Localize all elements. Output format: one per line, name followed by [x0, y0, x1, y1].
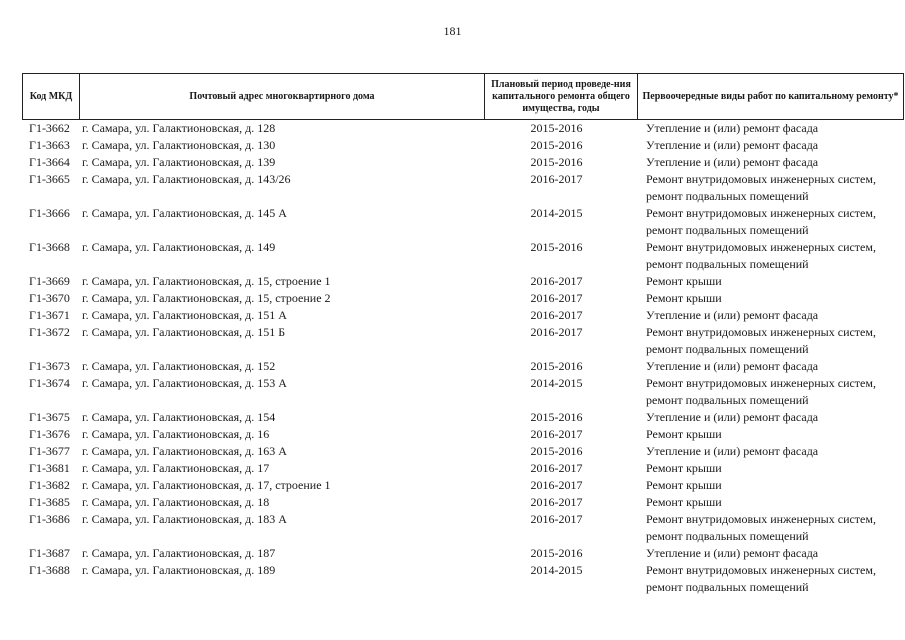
table-header: [22, 73, 904, 120]
cell-code: Г1-3686: [29, 512, 70, 526]
cell-address: г. Самара, ул. Галактионовская, д. 163 А: [82, 444, 287, 458]
cell-works-line: ремонт подвальных помещений: [646, 342, 809, 356]
cell-address: г. Самара, ул. Галактионовская, д. 17, строение 1: [82, 478, 331, 492]
cell-code: Г1-3681: [29, 461, 70, 475]
cell-period: 2015-2016: [530, 444, 583, 458]
cell-works-line: Ремонт внутридомовых инженерных систем,: [646, 512, 876, 526]
header-code: Код МКД: [23, 74, 80, 120]
table-row: [0, 290, 905, 307]
table-row: [0, 239, 905, 273]
table-row: [0, 324, 905, 358]
cell-code: Г1-3682: [29, 478, 70, 492]
cell-code: Г1-3676: [29, 427, 70, 441]
cell-code: Г1-3672: [29, 325, 70, 339]
table-row: [0, 137, 905, 154]
cell-code: Г1-3663: [29, 138, 70, 152]
cell-address: г. Самара, ул. Галактионовская, д. 153 А: [82, 376, 287, 390]
cell-period: 2016-2017: [530, 461, 583, 475]
table-row: [0, 171, 905, 205]
page-number: 181: [443, 24, 462, 38]
cell-works-line: Ремонт внутридомовых инженерных систем,: [646, 325, 876, 339]
cell-works: [646, 409, 901, 426]
cell-address: г. Самара, ул. Галактионовская, д. 16: [82, 427, 270, 441]
cell-code: Г1-3662: [29, 121, 70, 135]
cell-address: г. Самара, ул. Галактионовская, д. 17: [82, 461, 270, 475]
cell-works-line: ремонт подвальных помещений: [646, 393, 809, 407]
table-row: [0, 273, 905, 290]
cell-works-line: ремонт подвальных помещений: [646, 189, 809, 203]
cell-works: [646, 477, 901, 494]
cell-address: г. Самара, ул. Галактионовская, д. 15, строение 1: [82, 274, 331, 288]
cell-works-line: ремонт подвальных помещений: [646, 223, 809, 237]
table-row: [0, 409, 905, 426]
table-row: [0, 120, 905, 137]
cell-address: г. Самара, ул. Галактионовская, д. 189: [82, 563, 276, 577]
cell-period: 2016-2017: [530, 427, 583, 441]
table-row: [0, 545, 905, 562]
cell-works-line: Утепление и (или) ремонт фасада: [646, 359, 819, 373]
cell-period: 2016-2017: [530, 512, 583, 526]
cell-period: 2016-2017: [530, 478, 583, 492]
cell-works-line: Утепление и (или) ремонт фасада: [646, 308, 819, 322]
cell-period: 2016-2017: [530, 172, 583, 186]
cell-address: г. Самара, ул. Галактионовская, д. 152: [82, 359, 276, 373]
cell-works-line: Ремонт внутридомовых инженерных систем,: [646, 376, 876, 390]
cell-works: [646, 273, 901, 290]
cell-address: г. Самара, ул. Галактионовская, д. 143/26: [82, 172, 291, 186]
table-row: [0, 511, 905, 545]
cell-code: Г1-3670: [29, 291, 70, 305]
table-row: [0, 307, 905, 324]
table-row: [0, 443, 905, 460]
cell-works: [646, 137, 901, 154]
cell-address: г. Самара, ул. Галактионовская, д. 130: [82, 138, 276, 152]
cell-period: 2014-2015: [530, 206, 583, 220]
cell-code: Г1-3671: [29, 308, 70, 322]
table-row: [0, 375, 905, 409]
cell-works-line: Ремонт внутридомовых инженерных систем,: [646, 172, 876, 186]
cell-works-line: Утепление и (или) ремонт фасада: [646, 410, 819, 424]
cell-period: 2015-2016: [530, 240, 583, 254]
header-works: Первоочередные виды работ по капитальному ремонту*: [638, 74, 904, 120]
table-body: [0, 120, 905, 596]
cell-works-line: ремонт подвальных помещений: [646, 580, 809, 594]
cell-address: г. Самара, ул. Галактионовская, д. 15, строение 2: [82, 291, 331, 305]
cell-works-line: Утепление и (или) ремонт фасада: [646, 546, 819, 560]
cell-period: 2015-2016: [530, 155, 583, 169]
cell-address: г. Самара, ул. Галактионовская, д. 145 А: [82, 206, 287, 220]
cell-address: г. Самара, ул. Галактионовская, д. 151 Б: [82, 325, 286, 339]
table-row: [0, 154, 905, 171]
cell-works-line: Ремонт внутридомовых инженерных систем,: [646, 206, 876, 220]
cell-period: 2016-2017: [530, 325, 583, 339]
cell-period: 2014-2015: [530, 376, 583, 390]
cell-period: 2016-2017: [530, 274, 583, 288]
cell-address: г. Самара, ул. Галактионовская, д. 187: [82, 546, 276, 560]
cell-code: Г1-3666: [29, 206, 70, 220]
cell-works: [646, 154, 901, 171]
cell-works: [646, 324, 901, 358]
cell-works: [646, 443, 901, 460]
header-period: Плановый период проведе-ния капитального ремонта общего имущества, годы: [485, 74, 638, 120]
table-row: [0, 562, 905, 596]
table-row: [0, 460, 905, 477]
table-row: [0, 477, 905, 494]
table-row: [0, 494, 905, 511]
cell-code: Г1-3673: [29, 359, 70, 373]
cell-code: Г1-3677: [29, 444, 70, 458]
cell-works-line: Ремонт крыши: [646, 274, 722, 288]
cell-works-line: ремонт подвальных помещений: [646, 529, 809, 543]
cell-works-line: Ремонт крыши: [646, 291, 722, 305]
cell-works-line: Ремонт внутридомовых инженерных систем,: [646, 240, 876, 254]
cell-works: [646, 562, 901, 596]
cell-works: [646, 375, 901, 409]
cell-code: Г1-3674: [29, 376, 70, 390]
cell-works-line: ремонт подвальных помещений: [646, 257, 809, 271]
cell-works: [646, 511, 901, 545]
cell-works-line: Ремонт крыши: [646, 478, 722, 492]
cell-works: [646, 290, 901, 307]
cell-works: [646, 239, 901, 273]
cell-works: [646, 120, 901, 137]
cell-works: [646, 205, 901, 239]
cell-period: 2015-2016: [530, 359, 583, 373]
cell-works: [646, 494, 901, 511]
cell-works-line: Ремонт внутридомовых инженерных систем,: [646, 563, 876, 577]
cell-address: г. Самара, ул. Галактионовская, д. 128: [82, 121, 276, 135]
cell-period: 2015-2016: [530, 121, 583, 135]
cell-address: г. Самара, ул. Галактионовская, д. 149: [82, 240, 276, 254]
cell-period: 2016-2017: [530, 291, 583, 305]
cell-period: 2015-2016: [530, 410, 583, 424]
cell-period: 2016-2017: [530, 308, 583, 322]
cell-works: [646, 171, 901, 205]
cell-address: г. Самара, ул. Галактионовская, д. 151 А: [82, 308, 287, 322]
cell-code: Г1-3685: [29, 495, 70, 509]
cell-works-line: Ремонт крыши: [646, 461, 722, 475]
cell-works-line: Утепление и (или) ремонт фасада: [646, 155, 819, 169]
cell-works-line: Утепление и (или) ремонт фасада: [646, 138, 819, 152]
cell-code: Г1-3664: [29, 155, 70, 169]
cell-code: Г1-3675: [29, 410, 70, 424]
cell-works-line: Утепление и (или) ремонт фасада: [646, 121, 819, 135]
cell-works: [646, 426, 901, 443]
cell-address: г. Самара, ул. Галактионовская, д. 154: [82, 410, 276, 424]
table-row: [0, 426, 905, 443]
cell-code: Г1-3669: [29, 274, 70, 288]
cell-works: [646, 545, 901, 562]
cell-code: Г1-3665: [29, 172, 70, 186]
cell-period: 2015-2016: [530, 138, 583, 152]
cell-works: [646, 358, 901, 375]
cell-works-line: Ремонт крыши: [646, 495, 722, 509]
table-row: [0, 358, 905, 375]
cell-works-line: Ремонт крыши: [646, 427, 722, 441]
cell-address: г. Самара, ул. Галактионовская, д. 139: [82, 155, 276, 169]
cell-works: [646, 307, 901, 324]
cell-address: г. Самара, ул. Галактионовская, д. 18: [82, 495, 270, 509]
cell-period: 2016-2017: [530, 495, 583, 509]
table-row: [0, 205, 905, 239]
header-address: Почтовый адрес многоквартирного дома: [80, 74, 485, 120]
cell-code: Г1-3668: [29, 240, 70, 254]
cell-works-line: Утепление и (или) ремонт фасада: [646, 444, 819, 458]
cell-address: г. Самара, ул. Галактионовская, д. 183 А: [82, 512, 287, 526]
cell-code: Г1-3688: [29, 563, 70, 577]
cell-period: 2014-2015: [530, 563, 583, 577]
cell-period: 2015-2016: [530, 546, 583, 560]
cell-works: [646, 460, 901, 477]
cell-code: Г1-3687: [29, 546, 70, 560]
